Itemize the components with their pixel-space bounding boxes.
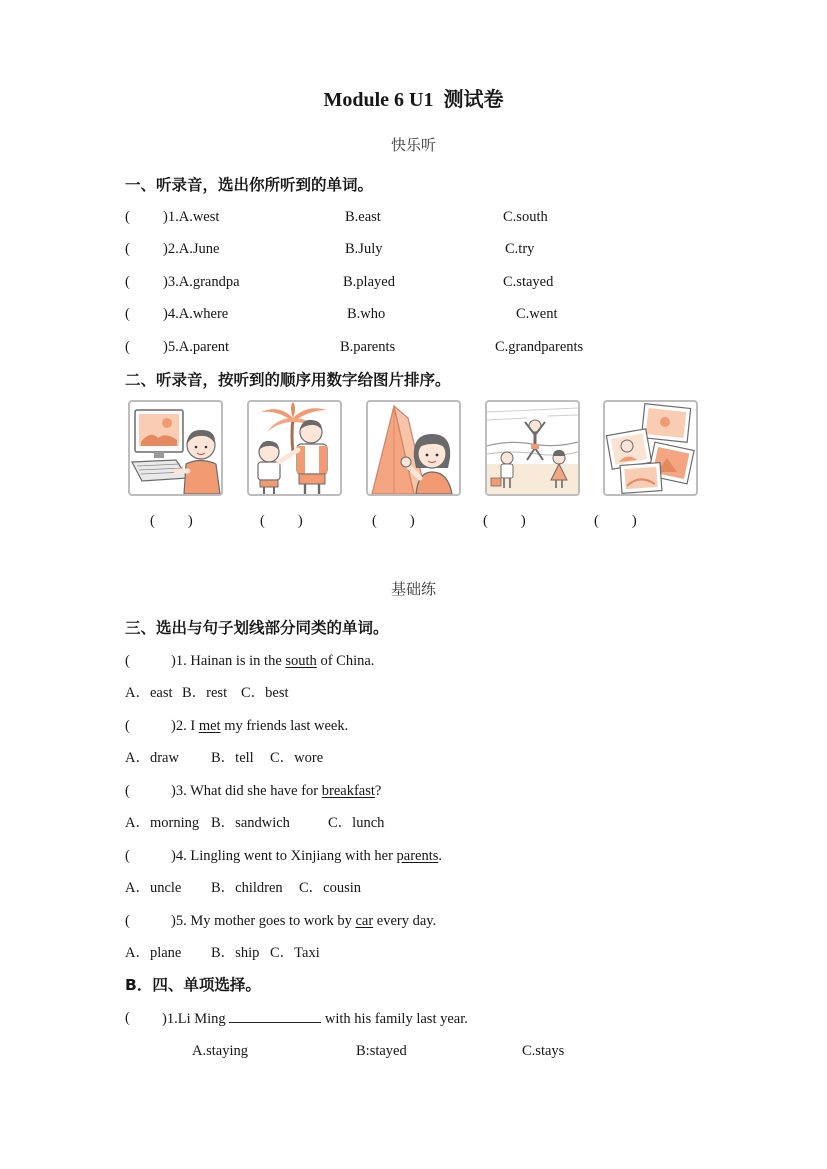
part4-question-1 xyxy=(162,1009,468,1028)
option-a: A．morning xyxy=(125,815,200,831)
question-3-option-b: B.played xyxy=(343,274,395,290)
part3-heading: 三、选出与句子划线部分同类的单词。 xyxy=(125,619,389,637)
answer-blank-close: ) xyxy=(297,513,303,529)
answer-blank-open[interactable]: ( xyxy=(125,306,130,322)
part2-heading: 二、听录音，按听到的顺序用数字给图片排序。 xyxy=(125,371,451,389)
picture-5-answer-blank[interactable] xyxy=(594,512,637,530)
answer-blank-close: ) xyxy=(171,783,176,799)
answer-blank-close: ) xyxy=(171,653,176,669)
man xyxy=(279,420,327,494)
option-a: A．draw xyxy=(125,750,179,766)
question-5-option-c: C.grandparents xyxy=(495,339,584,355)
question-5-option-b: B.parents xyxy=(340,339,396,355)
photo-back xyxy=(641,404,690,443)
part3-question-3 xyxy=(171,782,381,800)
answer-blank-open[interactable]: ( xyxy=(125,209,130,225)
option-a: A．uncle xyxy=(125,880,182,896)
answer-blank-close: ) xyxy=(187,513,193,529)
answer-blank-close: ) xyxy=(163,209,168,225)
picture-1-frame xyxy=(128,400,223,496)
option-b: B．ship xyxy=(211,945,260,961)
answer-blank-close: ) xyxy=(163,241,168,257)
option-c: C．best xyxy=(241,685,289,701)
option-a: A.west xyxy=(178,209,220,225)
option-c: C．lunch xyxy=(328,815,385,831)
underlined-word: breakfast xyxy=(321,783,375,799)
underlined-word: car xyxy=(355,913,374,929)
part1-heading: 一、听录音，选出你所听到的单词。 xyxy=(125,176,374,194)
question-4-option-b: B.who xyxy=(347,306,386,322)
computer-monitor xyxy=(135,410,183,458)
option-c: C．wore xyxy=(270,750,324,766)
answer-blank-open[interactable]: ( xyxy=(125,653,130,669)
answer-blank-open[interactable]: ( xyxy=(125,274,130,290)
answer-blank-open[interactable]: ( xyxy=(125,913,130,929)
question-4-option-c: C.went xyxy=(516,306,558,322)
underlined-word: met xyxy=(198,718,221,734)
child xyxy=(258,441,280,494)
option-a: A．east xyxy=(125,685,173,701)
question-number: 3. xyxy=(167,274,179,290)
question-text: my friends last week. xyxy=(220,718,349,734)
part4-heading: B．四、单项选择。 xyxy=(125,976,261,994)
question-number: 3. xyxy=(175,783,187,799)
answer-blank-open[interactable]: ( xyxy=(125,848,130,864)
answer-blank-open: ( xyxy=(150,513,155,529)
question-3-option-a xyxy=(163,273,240,291)
palm-tree-people-picture xyxy=(249,402,340,494)
option-a: A.where xyxy=(178,306,229,322)
photos-picture xyxy=(605,402,696,494)
question-text: Lingling went to Xinjiang with her xyxy=(186,848,397,864)
question-5-option-a xyxy=(163,338,229,356)
question-text: My mother goes to work by xyxy=(186,913,356,929)
beach-scene-picture xyxy=(487,402,578,494)
option-a: A.June xyxy=(178,241,220,257)
answer-blank-close: ) xyxy=(163,274,168,290)
question-2-option-c: C.try xyxy=(505,241,535,257)
part3-question-4 xyxy=(171,847,442,865)
part3-question-1 xyxy=(171,652,374,670)
question-text: I xyxy=(186,718,199,734)
option-b: B:stayed xyxy=(356,1043,407,1059)
picture-2-frame xyxy=(247,400,342,496)
answer-blank-open: ( xyxy=(483,513,488,529)
question-number: 4. xyxy=(167,306,179,322)
answer-blank-open[interactable]: ( xyxy=(125,241,130,257)
answer-blank-close: ) xyxy=(163,339,168,355)
option-b: B．children xyxy=(211,880,283,896)
option-a: A.grandpa xyxy=(178,274,240,290)
listening-section-title: 快乐听 xyxy=(390,136,436,154)
question-1-option-c: C.south xyxy=(503,209,548,225)
question-1-option-a xyxy=(163,208,219,226)
question-number: 1. xyxy=(175,653,187,669)
answer-blank-close: ) xyxy=(409,513,415,529)
part3-question-2 xyxy=(171,717,348,735)
question-number: 5. xyxy=(175,913,187,929)
picture-3-answer-blank[interactable] xyxy=(372,512,415,530)
option-a: A．plane xyxy=(125,945,182,961)
question-text: every day. xyxy=(373,913,437,929)
underlined-word: parents xyxy=(396,848,439,864)
answer-blank-close: ) xyxy=(631,513,637,529)
photo-bottom xyxy=(620,463,662,494)
option-b: B．tell xyxy=(211,750,254,766)
question-number: 2. xyxy=(175,718,187,734)
question-2-option-a xyxy=(163,240,219,258)
question-text: Hainan is in the xyxy=(186,653,286,669)
answer-blank-close: ) xyxy=(171,848,176,864)
answer-blank-open[interactable]: ( xyxy=(125,339,130,355)
question-number: 2. xyxy=(167,241,179,257)
option-a: A.parent xyxy=(178,339,230,355)
question-text: with his family last year. xyxy=(321,1011,468,1027)
answer-blank-close: ) xyxy=(162,1011,167,1027)
picture-2-answer-blank[interactable] xyxy=(260,512,303,530)
answer-blank-open: ( xyxy=(372,513,377,529)
answer-blank-close: ) xyxy=(171,718,176,734)
option-c: C．cousin xyxy=(299,880,362,896)
underlined-word: south xyxy=(285,653,317,669)
question-text: What did she have for xyxy=(186,783,322,799)
question-text: Li Ming xyxy=(177,1011,230,1027)
option-c: C．Taxi xyxy=(270,945,320,961)
option-b: B．rest xyxy=(182,685,228,701)
picture-4-answer-blank[interactable] xyxy=(483,512,526,530)
option-c: C.stays xyxy=(522,1043,565,1059)
part3-question-5 xyxy=(171,912,436,930)
answer-blank-close: ) xyxy=(171,913,176,929)
picture-1-answer-blank[interactable] xyxy=(150,512,193,530)
picture-3-frame xyxy=(366,400,461,496)
question-text: of China. xyxy=(316,653,375,669)
answer-blank-close: ) xyxy=(163,306,168,322)
question-3-option-c: C.stayed xyxy=(503,274,554,290)
picture-4-frame xyxy=(485,400,580,496)
question-2-option-b: B.July xyxy=(345,241,383,257)
question-text: ? xyxy=(374,783,382,799)
answer-blank-close: ) xyxy=(520,513,526,529)
answer-blank-open[interactable]: ( xyxy=(125,718,130,734)
question-number: 1. xyxy=(167,209,179,225)
question-number: 5. xyxy=(167,339,179,355)
picture-5-frame xyxy=(603,400,698,496)
question-number: 1. xyxy=(166,1011,178,1027)
question-4-option-a xyxy=(163,305,228,323)
answer-blank-open: ( xyxy=(260,513,265,529)
question-1-option-b: B.east xyxy=(345,209,381,225)
answer-blank-open[interactable]: ( xyxy=(125,1010,130,1026)
page-title: Module 6 U1 测试卷 xyxy=(323,89,504,111)
question-number: 4. xyxy=(175,848,187,864)
answer-blank-open[interactable]: ( xyxy=(125,783,130,799)
question-text: . xyxy=(438,848,443,864)
girl-tent-picture xyxy=(368,402,459,494)
answer-blank-open: ( xyxy=(594,513,599,529)
boy-at-computer-picture xyxy=(130,402,221,494)
practice-section-title: 基础练 xyxy=(390,580,436,598)
option-b: B．sandwich xyxy=(211,815,290,831)
fill-in-blank-line[interactable] xyxy=(229,1009,321,1023)
option-a: A.staying xyxy=(192,1043,248,1059)
